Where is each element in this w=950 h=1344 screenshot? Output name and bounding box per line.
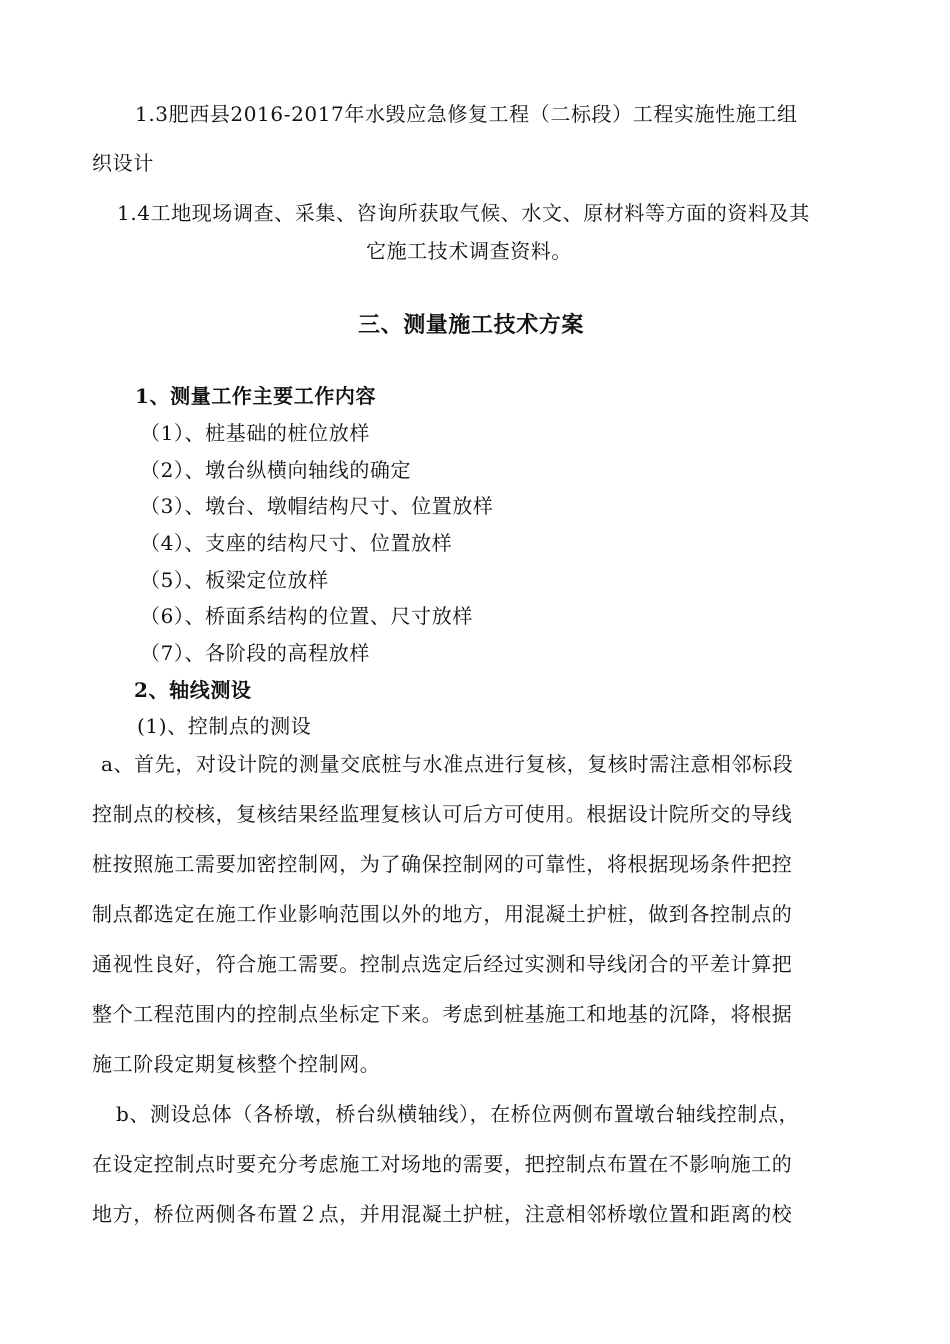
para-b-line: 在设定控制点时要充分考虑施工对场地的需要，把控制点布置在不影响施工的 (92, 1152, 793, 1176)
basis-item-1-3-line2: 织设计 (92, 151, 154, 175)
sub2-heading: 2、轴线测设 (134, 678, 252, 702)
para-b-line: 地方，桥位两侧各布置２点，并用混凝土护桩，注意相邻桥墩位置和距离的校 (92, 1202, 793, 1226)
basis-item-1-4-line1: 1.4工地现场调查、采集、咨询所获取气候、水文、原材料等方面的资料及其 (117, 201, 810, 225)
sub1-heading: 1、测量工作主要工作内容 (135, 384, 377, 408)
para-a-line: a、首先，对设计院的测量交底桩与水准点进行复核，复核时需注意相邻标段 (101, 752, 794, 776)
para-a-line: 施工阶段定期复核整个控制网。 (92, 1052, 381, 1076)
sub1-item: （3）、墩台、墩帽结构尺寸、位置放样 (140, 494, 494, 518)
para-a-line: 控制点的校核，复核结果经监理复核认可后方可使用。根据设计院所交的导线 (92, 802, 793, 826)
basis-item-1-4-line2: 它施工技术调查资料。 (366, 239, 572, 263)
para-b-line: b、测设总体（各桥墩，桥台纵横轴线），在桥位两侧布置墩台轴线控制点， (116, 1102, 800, 1126)
para-a-line: 桩按照施工需要加密控制网，为了确保控制网的可靠性，将根据现场条件把控 (92, 852, 793, 876)
para-a-line: 整个工程范围内的控制点坐标定下来。考虑到桩基施工和地基的沉降，将根据 (92, 1002, 793, 1026)
para-a-line: 通视性良好，符合施工需要。控制点选定后经过实测和导线闭合的平差计算把 (92, 952, 793, 976)
sub2-subheading: (1)、控制点的测设 (137, 714, 312, 738)
para-a-line: 制点都选定在施工作业影响范围以外的地方，用混凝土护桩，做到各控制点的 (92, 902, 793, 926)
sub1-item: （2）、墩台纵横向轴线的确定 (140, 458, 412, 482)
sub1-item: （6）、桥面系结构的位置、尺寸放样 (140, 604, 473, 628)
sub1-item: （5）、板梁定位放样 (140, 568, 329, 592)
sub1-item: （7）、各阶段的高程放样 (140, 641, 370, 665)
basis-item-1-3-line1: 1.3肥西县2016-2017年水毁应急修复工程（二标段）工程实施性施工组 (135, 102, 798, 126)
section-title: 三、测量施工技术方案 (358, 312, 585, 338)
sub1-item: （1）、桩基础的桩位放样 (140, 421, 370, 445)
sub1-item: （4）、支座的结构尺寸、位置放样 (140, 531, 453, 555)
